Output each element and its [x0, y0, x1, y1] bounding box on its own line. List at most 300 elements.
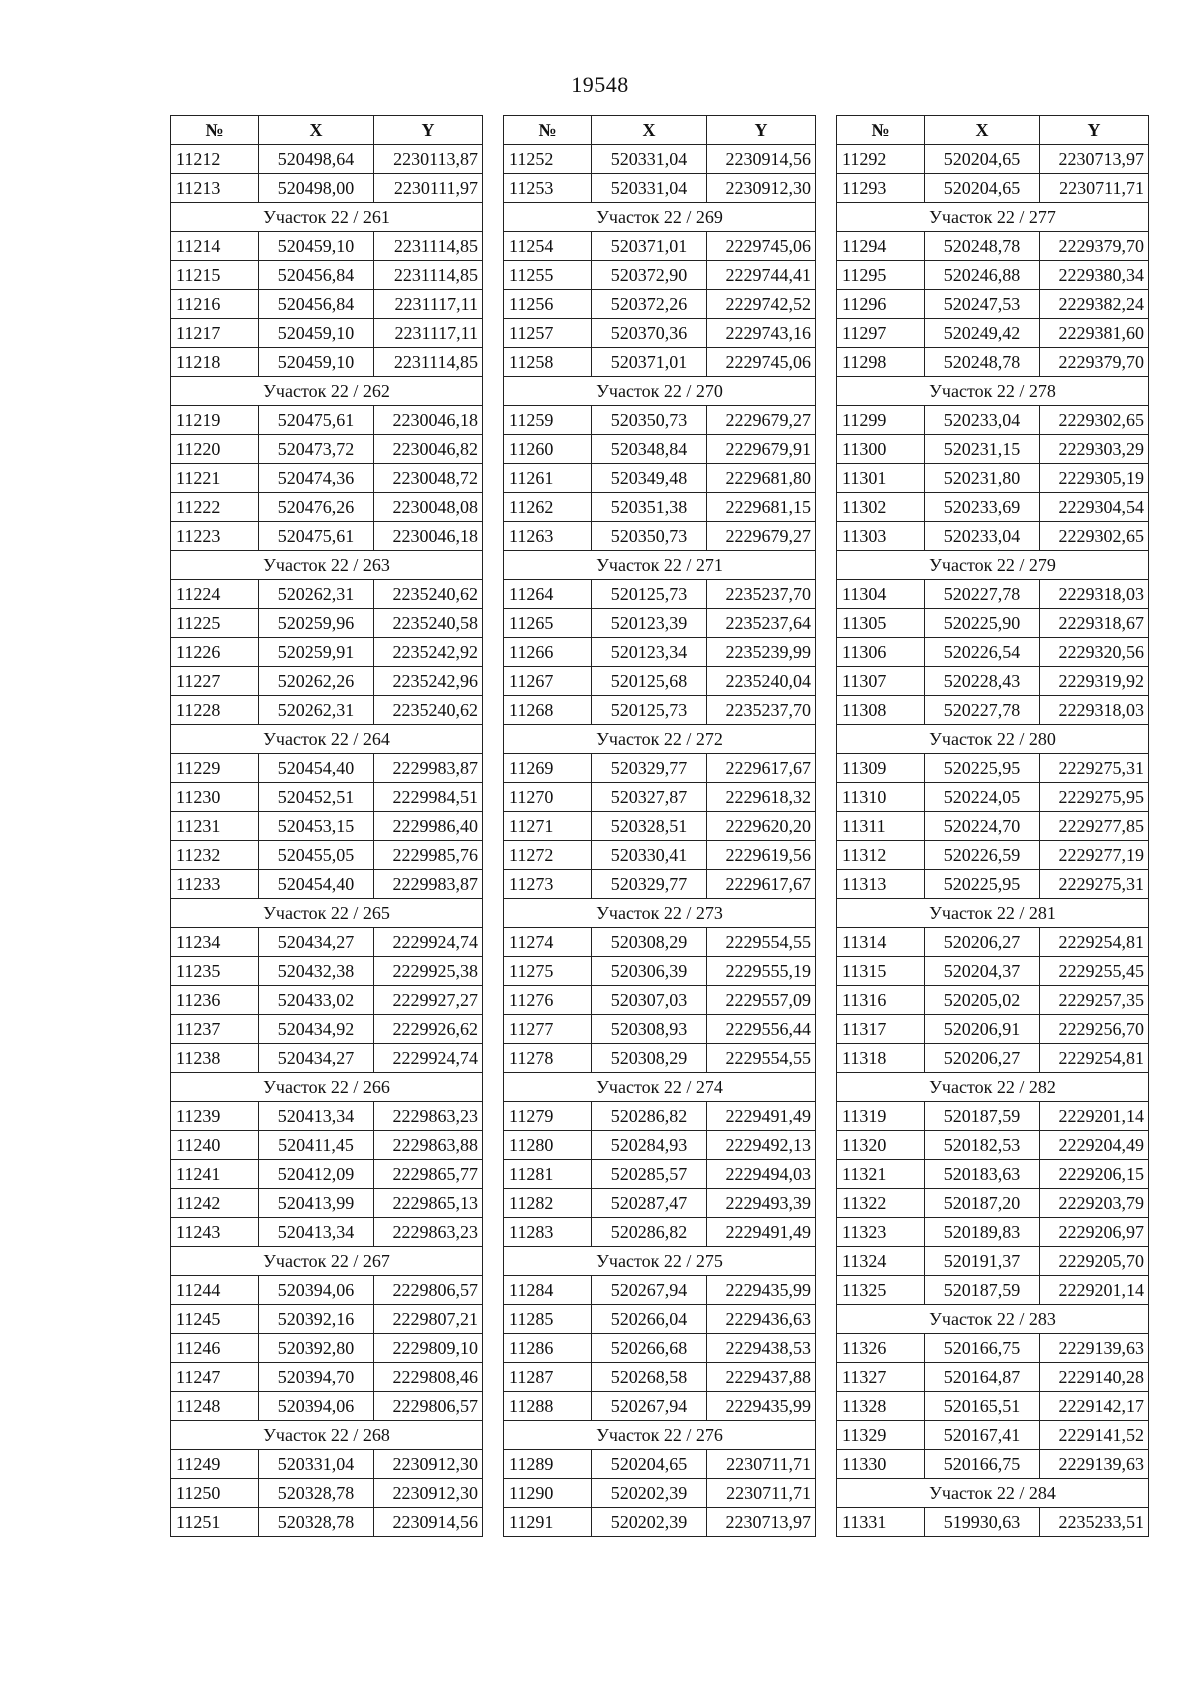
- table-header-row: [504, 116, 816, 145]
- x-coordinate-cell: 520327,87: [592, 783, 707, 812]
- table-row: [171, 1276, 483, 1305]
- section-title: Участок 22 / 283: [837, 1305, 1149, 1334]
- table-row: [837, 1131, 1149, 1160]
- x-coordinate-cell: 520329,77: [592, 870, 707, 899]
- y-coordinate-cell: 2229742,52: [707, 290, 816, 319]
- table-row: [504, 1131, 816, 1160]
- x-coordinate-cell: 520266,68: [592, 1334, 707, 1363]
- table-row: [837, 1363, 1149, 1392]
- table-row: [171, 464, 483, 493]
- x-coordinate-cell: 520372,26: [592, 290, 707, 319]
- x-coordinate-cell: 520370,36: [592, 319, 707, 348]
- y-coordinate-cell: 2229142,17: [1040, 1392, 1149, 1421]
- y-coordinate-cell: 2229201,14: [1040, 1102, 1149, 1131]
- point-number-cell: 11257: [504, 319, 592, 348]
- table-row: [504, 522, 816, 551]
- table-header-row: [837, 116, 1149, 145]
- table-row: [171, 580, 483, 609]
- point-number-cell: 11238: [171, 1044, 259, 1073]
- point-number-cell: 11324: [837, 1247, 925, 1276]
- table-header-row: [171, 116, 483, 145]
- table-row: [837, 1392, 1149, 1421]
- table-row: [171, 522, 483, 551]
- x-coordinate-cell: 520227,78: [925, 580, 1040, 609]
- table-row: [504, 1334, 816, 1363]
- table-row: [171, 348, 483, 377]
- table-row: [837, 1450, 1149, 1479]
- y-coordinate-cell: 2229141,52: [1040, 1421, 1149, 1450]
- y-coordinate-cell: 2235240,62: [374, 580, 483, 609]
- point-number-cell: 11279: [504, 1102, 592, 1131]
- y-coordinate-cell: 2229926,62: [374, 1015, 483, 1044]
- x-coordinate-cell: 520350,73: [592, 522, 707, 551]
- table-row: [837, 1160, 1149, 1189]
- x-coordinate-cell: 520164,87: [925, 1363, 1040, 1392]
- y-coordinate-cell: 2229204,49: [1040, 1131, 1149, 1160]
- section-title: Участок 22 / 280: [837, 725, 1149, 754]
- x-coordinate-cell: 520498,64: [259, 145, 374, 174]
- y-coordinate-cell: 2229927,27: [374, 986, 483, 1015]
- y-coordinate-cell: 2229983,87: [374, 754, 483, 783]
- table-row: [171, 319, 483, 348]
- section-title: Участок 22 / 268: [171, 1421, 483, 1450]
- table-row: [504, 1450, 816, 1479]
- section-row: [504, 1247, 816, 1276]
- point-number-cell: 11251: [171, 1508, 259, 1537]
- section-title: Участок 22 / 274: [504, 1073, 816, 1102]
- y-coordinate-cell: 2229303,29: [1040, 435, 1149, 464]
- table-row: [837, 1102, 1149, 1131]
- point-number-cell: 11241: [171, 1160, 259, 1189]
- x-coordinate-cell: 520433,02: [259, 986, 374, 1015]
- y-coordinate-cell: 2229302,65: [1040, 522, 1149, 551]
- table-row: [171, 1508, 483, 1537]
- table-row: [504, 783, 816, 812]
- x-coordinate-cell: 520413,34: [259, 1102, 374, 1131]
- y-coordinate-cell: 2235242,92: [374, 638, 483, 667]
- table-row: [504, 1044, 816, 1073]
- point-number-cell: 11221: [171, 464, 259, 493]
- y-coordinate-cell: 2229743,16: [707, 319, 816, 348]
- table-row: [837, 812, 1149, 841]
- point-number-cell: 11242: [171, 1189, 259, 1218]
- y-coordinate-cell: 2229493,39: [707, 1189, 816, 1218]
- x-coordinate-cell: 520233,04: [925, 522, 1040, 551]
- section-row: [837, 1479, 1149, 1508]
- point-number-cell: 11307: [837, 667, 925, 696]
- point-number-cell: 11293: [837, 174, 925, 203]
- x-coordinate-cell: 520204,65: [592, 1450, 707, 1479]
- section-title: Участок 22 / 263: [171, 551, 483, 580]
- x-coordinate-cell: 520224,70: [925, 812, 1040, 841]
- table-row: [171, 435, 483, 464]
- point-number-cell: 11325: [837, 1276, 925, 1305]
- table-row: [171, 638, 483, 667]
- y-coordinate-cell: 2229863,88: [374, 1131, 483, 1160]
- x-coordinate-cell: 520225,90: [925, 609, 1040, 638]
- x-coordinate-cell: 520413,99: [259, 1189, 374, 1218]
- point-number-cell: 11258: [504, 348, 592, 377]
- column-header-y: Y: [707, 116, 816, 145]
- point-number-cell: 11226: [171, 638, 259, 667]
- x-coordinate-cell: 520392,80: [259, 1334, 374, 1363]
- x-coordinate-cell: 520308,29: [592, 928, 707, 957]
- section-row: [504, 899, 816, 928]
- y-coordinate-cell: 2229557,09: [707, 986, 816, 1015]
- table-row: [837, 435, 1149, 464]
- table-row: [837, 290, 1149, 319]
- section-row: [171, 1073, 483, 1102]
- x-coordinate-cell: 520434,27: [259, 928, 374, 957]
- x-coordinate-cell: 520246,88: [925, 261, 1040, 290]
- point-number-cell: 11281: [504, 1160, 592, 1189]
- x-coordinate-cell: 520206,91: [925, 1015, 1040, 1044]
- x-coordinate-cell: 520231,15: [925, 435, 1040, 464]
- x-coordinate-cell: 520455,05: [259, 841, 374, 870]
- table-row: [504, 290, 816, 319]
- section-title: Участок 22 / 264: [171, 725, 483, 754]
- section-title: Участок 22 / 261: [171, 203, 483, 232]
- column-header-x: X: [592, 116, 707, 145]
- y-coordinate-cell: 2229554,55: [707, 1044, 816, 1073]
- x-coordinate-cell: 520454,40: [259, 870, 374, 899]
- table-row: [171, 493, 483, 522]
- x-coordinate-cell: 520371,01: [592, 232, 707, 261]
- y-coordinate-cell: 2230713,97: [1040, 145, 1149, 174]
- table-row: [171, 986, 483, 1015]
- point-number-cell: 11302: [837, 493, 925, 522]
- y-coordinate-cell: 2231114,85: [374, 261, 483, 290]
- y-coordinate-cell: 2229255,45: [1040, 957, 1149, 986]
- point-number-cell: 11240: [171, 1131, 259, 1160]
- y-coordinate-cell: 2235240,58: [374, 609, 483, 638]
- table-row: [171, 1392, 483, 1421]
- table-row: [837, 1334, 1149, 1363]
- table-row: [504, 232, 816, 261]
- x-coordinate-cell: 520394,06: [259, 1276, 374, 1305]
- y-coordinate-cell: 2229984,51: [374, 783, 483, 812]
- point-number-cell: 11276: [504, 986, 592, 1015]
- x-coordinate-cell: 520330,41: [592, 841, 707, 870]
- x-coordinate-cell: 520452,51: [259, 783, 374, 812]
- x-coordinate-cell: 520267,94: [592, 1392, 707, 1421]
- table-row: [837, 667, 1149, 696]
- table-row: [837, 319, 1149, 348]
- y-coordinate-cell: 2230713,97: [707, 1508, 816, 1537]
- point-number-cell: 11285: [504, 1305, 592, 1334]
- y-coordinate-cell: 2231114,85: [374, 232, 483, 261]
- point-number-cell: 11296: [837, 290, 925, 319]
- table-row: [171, 174, 483, 203]
- y-coordinate-cell: 2229924,74: [374, 1044, 483, 1073]
- column-header-x: X: [925, 116, 1040, 145]
- point-number-cell: 11331: [837, 1508, 925, 1537]
- table-row: [171, 1363, 483, 1392]
- x-coordinate-cell: 520167,41: [925, 1421, 1040, 1450]
- y-coordinate-cell: 2229438,53: [707, 1334, 816, 1363]
- point-number-cell: 11259: [504, 406, 592, 435]
- point-number-cell: 11298: [837, 348, 925, 377]
- x-coordinate-cell: 520307,03: [592, 986, 707, 1015]
- x-coordinate-cell: 520331,04: [259, 1450, 374, 1479]
- point-number-cell: 11252: [504, 145, 592, 174]
- x-coordinate-cell: 520454,40: [259, 754, 374, 783]
- point-number-cell: 11215: [171, 261, 259, 290]
- y-coordinate-cell: 2229319,92: [1040, 667, 1149, 696]
- y-coordinate-cell: 2229491,49: [707, 1218, 816, 1247]
- point-number-cell: 11239: [171, 1102, 259, 1131]
- y-coordinate-cell: 2230711,71: [707, 1479, 816, 1508]
- x-coordinate-cell: 520204,65: [925, 145, 1040, 174]
- y-coordinate-cell: 2229809,10: [374, 1334, 483, 1363]
- x-coordinate-cell: 520166,75: [925, 1450, 1040, 1479]
- x-coordinate-cell: 520226,59: [925, 841, 1040, 870]
- point-number-cell: 11222: [171, 493, 259, 522]
- x-coordinate-cell: 520187,20: [925, 1189, 1040, 1218]
- point-number-cell: 11326: [837, 1334, 925, 1363]
- y-coordinate-cell: 2235242,96: [374, 667, 483, 696]
- x-coordinate-cell: 520262,31: [259, 696, 374, 725]
- x-coordinate-cell: 520233,04: [925, 406, 1040, 435]
- y-coordinate-cell: 2230046,18: [374, 406, 483, 435]
- column-header-y: Y: [1040, 116, 1149, 145]
- point-number-cell: 11216: [171, 290, 259, 319]
- y-coordinate-cell: 2229491,49: [707, 1102, 816, 1131]
- x-coordinate-cell: 520473,72: [259, 435, 374, 464]
- y-coordinate-cell: 2230912,30: [374, 1479, 483, 1508]
- y-coordinate-cell: 2229745,06: [707, 232, 816, 261]
- table-row: [171, 1334, 483, 1363]
- y-coordinate-cell: 2229985,76: [374, 841, 483, 870]
- x-coordinate-cell: 520202,39: [592, 1508, 707, 1537]
- y-coordinate-cell: 2229983,87: [374, 870, 483, 899]
- table-row: [837, 1015, 1149, 1044]
- table-row: [504, 261, 816, 290]
- point-number-cell: 11232: [171, 841, 259, 870]
- table-row: [504, 1189, 816, 1218]
- y-coordinate-cell: 2235240,62: [374, 696, 483, 725]
- point-number-cell: 11273: [504, 870, 592, 899]
- table-row: [171, 261, 483, 290]
- y-coordinate-cell: 2229808,46: [374, 1363, 483, 1392]
- x-coordinate-cell: 520285,57: [592, 1160, 707, 1189]
- x-coordinate-cell: 520308,93: [592, 1015, 707, 1044]
- section-row: [504, 377, 816, 406]
- y-coordinate-cell: 2235233,51: [1040, 1508, 1149, 1537]
- section-row: [504, 1421, 816, 1450]
- y-coordinate-cell: 2229806,57: [374, 1392, 483, 1421]
- y-coordinate-cell: 2229807,21: [374, 1305, 483, 1334]
- table-row: [171, 812, 483, 841]
- y-coordinate-cell: 2229925,38: [374, 957, 483, 986]
- section-row: [837, 203, 1149, 232]
- y-coordinate-cell: 2229381,60: [1040, 319, 1149, 348]
- y-coordinate-cell: 2229556,44: [707, 1015, 816, 1044]
- point-number-cell: 11212: [171, 145, 259, 174]
- x-coordinate-cell: 520183,63: [925, 1160, 1040, 1189]
- y-coordinate-cell: 2229275,31: [1040, 754, 1149, 783]
- x-coordinate-cell: 520286,82: [592, 1218, 707, 1247]
- point-number-cell: 11288: [504, 1392, 592, 1421]
- table-row: [504, 348, 816, 377]
- y-coordinate-cell: 2229277,85: [1040, 812, 1149, 841]
- point-number-cell: 11289: [504, 1450, 592, 1479]
- section-row: [837, 1305, 1149, 1334]
- section-row: [504, 203, 816, 232]
- y-coordinate-cell: 2229139,63: [1040, 1450, 1149, 1479]
- y-coordinate-cell: 2229305,19: [1040, 464, 1149, 493]
- point-number-cell: 11267: [504, 667, 592, 696]
- x-coordinate-cell: 520348,84: [592, 435, 707, 464]
- table-row: [837, 638, 1149, 667]
- x-coordinate-cell: 520187,59: [925, 1276, 1040, 1305]
- point-number-cell: 11246: [171, 1334, 259, 1363]
- y-coordinate-cell: 2235239,99: [707, 638, 816, 667]
- point-number-cell: 11274: [504, 928, 592, 957]
- table-row: [837, 1189, 1149, 1218]
- x-coordinate-cell: 520248,78: [925, 348, 1040, 377]
- x-coordinate-cell: 520434,92: [259, 1015, 374, 1044]
- y-coordinate-cell: 2229679,27: [707, 406, 816, 435]
- point-number-cell: 11277: [504, 1015, 592, 1044]
- point-number-cell: 11327: [837, 1363, 925, 1392]
- section-row: [171, 899, 483, 928]
- point-number-cell: 11264: [504, 580, 592, 609]
- coordinates-table-right: [836, 115, 1149, 1537]
- x-coordinate-cell: 520224,05: [925, 783, 1040, 812]
- point-number-cell: 11303: [837, 522, 925, 551]
- y-coordinate-cell: 2229924,74: [374, 928, 483, 957]
- table-row: [171, 1479, 483, 1508]
- y-coordinate-cell: 2229863,23: [374, 1102, 483, 1131]
- section-title: Участок 22 / 276: [504, 1421, 816, 1450]
- x-coordinate-cell: 520394,70: [259, 1363, 374, 1392]
- point-number-cell: 11312: [837, 841, 925, 870]
- y-coordinate-cell: 2229681,80: [707, 464, 816, 493]
- column-header-number: №: [837, 116, 925, 145]
- point-number-cell: 11223: [171, 522, 259, 551]
- table-row: [837, 348, 1149, 377]
- y-coordinate-cell: 2235237,70: [707, 580, 816, 609]
- y-coordinate-cell: 2229380,34: [1040, 261, 1149, 290]
- table-row: [837, 1218, 1149, 1247]
- x-coordinate-cell: 520434,27: [259, 1044, 374, 1073]
- point-number-cell: 11292: [837, 145, 925, 174]
- table-row: [504, 435, 816, 464]
- table-row: [504, 609, 816, 638]
- y-coordinate-cell: 2229318,03: [1040, 696, 1149, 725]
- section-title: Участок 22 / 277: [837, 203, 1149, 232]
- table-row: [171, 406, 483, 435]
- point-number-cell: 11318: [837, 1044, 925, 1073]
- section-title: Участок 22 / 262: [171, 377, 483, 406]
- point-number-cell: 11299: [837, 406, 925, 435]
- point-number-cell: 11291: [504, 1508, 592, 1537]
- table-row: [504, 406, 816, 435]
- table-row: [837, 783, 1149, 812]
- point-number-cell: 11280: [504, 1131, 592, 1160]
- table-row: [171, 783, 483, 812]
- table-row: [504, 493, 816, 522]
- y-coordinate-cell: 2229679,27: [707, 522, 816, 551]
- x-coordinate-cell: 520498,00: [259, 174, 374, 203]
- table-row: [837, 464, 1149, 493]
- x-coordinate-cell: 520306,39: [592, 957, 707, 986]
- x-coordinate-cell: 520412,09: [259, 1160, 374, 1189]
- point-number-cell: 11317: [837, 1015, 925, 1044]
- y-coordinate-cell: 2230046,18: [374, 522, 483, 551]
- y-coordinate-cell: 2229554,55: [707, 928, 816, 957]
- y-coordinate-cell: 2230048,72: [374, 464, 483, 493]
- table-row: [837, 986, 1149, 1015]
- table-row: [837, 609, 1149, 638]
- x-coordinate-cell: 520392,16: [259, 1305, 374, 1334]
- point-number-cell: 11254: [504, 232, 592, 261]
- point-number-cell: 11278: [504, 1044, 592, 1073]
- x-coordinate-cell: 520456,84: [259, 261, 374, 290]
- table-row: [171, 1102, 483, 1131]
- y-coordinate-cell: 2229257,35: [1040, 986, 1149, 1015]
- y-coordinate-cell: 2229986,40: [374, 812, 483, 841]
- section-title: Участок 22 / 271: [504, 551, 816, 580]
- section-title: Участок 22 / 282: [837, 1073, 1149, 1102]
- table-row: [171, 754, 483, 783]
- table-row: [837, 1421, 1149, 1450]
- x-coordinate-cell: 520432,38: [259, 957, 374, 986]
- table-row: [837, 406, 1149, 435]
- section-title: Участок 22 / 279: [837, 551, 1149, 580]
- x-coordinate-cell: 520475,61: [259, 522, 374, 551]
- point-number-cell: 11286: [504, 1334, 592, 1363]
- section-title: Участок 22 / 269: [504, 203, 816, 232]
- y-coordinate-cell: 2229318,03: [1040, 580, 1149, 609]
- y-coordinate-cell: 2229436,63: [707, 1305, 816, 1334]
- point-number-cell: 11306: [837, 638, 925, 667]
- point-number-cell: 11294: [837, 232, 925, 261]
- x-coordinate-cell: 520349,48: [592, 464, 707, 493]
- y-coordinate-cell: 2229379,70: [1040, 232, 1149, 261]
- x-coordinate-cell: 520191,37: [925, 1247, 1040, 1276]
- section-title: Участок 22 / 266: [171, 1073, 483, 1102]
- table-row: [504, 986, 816, 1015]
- point-number-cell: 11309: [837, 754, 925, 783]
- section-title: Участок 22 / 281: [837, 899, 1149, 928]
- x-coordinate-cell: 520351,38: [592, 493, 707, 522]
- table-row: [504, 667, 816, 696]
- table-row: [837, 493, 1149, 522]
- section-row: [504, 551, 816, 580]
- point-number-cell: 11262: [504, 493, 592, 522]
- column-header-number: №: [171, 116, 259, 145]
- section-row: [171, 725, 483, 754]
- point-number-cell: 11328: [837, 1392, 925, 1421]
- x-coordinate-cell: 520266,04: [592, 1305, 707, 1334]
- y-coordinate-cell: 2230912,30: [374, 1450, 483, 1479]
- table-row: [171, 957, 483, 986]
- point-number-cell: 11310: [837, 783, 925, 812]
- x-coordinate-cell: 520308,29: [592, 1044, 707, 1073]
- point-number-cell: 11231: [171, 812, 259, 841]
- x-coordinate-cell: 520287,47: [592, 1189, 707, 1218]
- table-row: [504, 580, 816, 609]
- x-coordinate-cell: 520206,27: [925, 928, 1040, 957]
- point-number-cell: 11284: [504, 1276, 592, 1305]
- x-coordinate-cell: 520187,59: [925, 1102, 1040, 1131]
- point-number-cell: 11320: [837, 1131, 925, 1160]
- section-row: [171, 203, 483, 232]
- y-coordinate-cell: 2229494,03: [707, 1160, 816, 1189]
- section-row: [837, 551, 1149, 580]
